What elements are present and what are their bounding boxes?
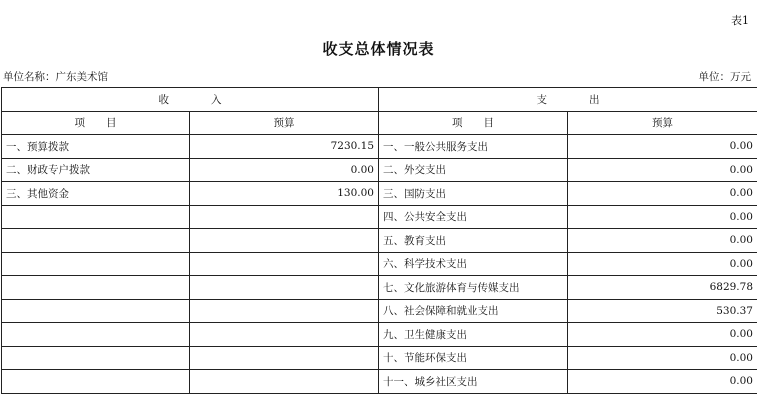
income-header: 收 入 [2,88,379,112]
income-item-cell [2,205,190,229]
income-item-cell [2,229,190,253]
expense-amount-cell: 0.00 [568,205,757,229]
expense-amount-cell: 6829.78 [568,276,757,300]
expense-item-cell: 七、文化旅游体育与传媒支出 [379,276,568,300]
header-row-sub [2,111,757,135]
expense-item-header: 项 目 [379,111,568,135]
page-number: 表1 [731,14,749,27]
page-title: 收支总体情况表 [322,40,435,58]
table-row [2,323,757,347]
table-row [2,370,757,394]
income-amount-cell: 7230.15 [190,135,379,159]
income-amount-cell [190,276,379,300]
income-item-cell [2,252,190,276]
table-row [2,346,757,370]
expense-amount-cell: 0.00 [568,370,757,394]
table-row [2,158,757,182]
income-amount-cell: 0.00 [190,158,379,182]
table-row [2,276,757,300]
income-item-cell [2,276,190,300]
expense-amount-cell: 0.00 [568,346,757,370]
table-row [2,205,757,229]
expense-header: 支 出 [379,88,757,112]
income-amount-cell: 130.00 [190,182,379,206]
income-amount-cell [190,346,379,370]
expense-amount-cell: 0.00 [568,252,757,276]
expense-item-cell: 十、节能环保支出 [379,346,568,370]
income-item-cell [2,299,190,323]
income-amount-cell [190,252,379,276]
expense-amount-cell: 0.00 [568,182,757,206]
expense-item-cell: 五、教育支出 [379,229,568,253]
income-budget-header: 预算 [190,111,379,135]
expense-amount-cell: 0.00 [568,135,757,159]
expense-item-cell: 六、科学技术支出 [379,252,568,276]
expense-item-cell: 九、卫生健康支出 [379,323,568,347]
income-amount-cell [190,323,379,347]
table-row [2,135,757,159]
table-row [2,252,757,276]
currency-unit: 单位：万元 [698,71,751,83]
income-amount-cell [190,370,379,394]
income-item-cell: 二、财政专户拨款 [2,158,190,182]
unit-name: 单位名称：广东美术馆 [3,71,108,83]
expense-amount-cell: 530.37 [568,299,757,323]
income-amount-cell [190,205,379,229]
income-item-cell: 三、其他资金 [2,182,190,206]
expense-item-cell: 十一、城乡社区支出 [379,370,568,394]
expense-amount-cell: 0.00 [568,229,757,253]
expense-item-cell: 八、社会保障和就业支出 [379,299,568,323]
expense-budget-header: 预算 [568,111,757,135]
expense-item-cell: 四、公共安全支出 [379,205,568,229]
expense-item-cell: 三、国防支出 [379,182,568,206]
expense-amount-cell: 0.00 [568,158,757,182]
income-amount-cell [190,229,379,253]
table-row [2,299,757,323]
income-item-header: 项 目 [2,111,190,135]
income-item-cell: 一、预算拨款 [2,135,190,159]
income-item-cell [2,323,190,347]
expense-item-cell: 二、外交支出 [379,158,568,182]
budget-table [1,87,757,394]
header-row-main [2,88,757,112]
expense-amount-cell: 0.00 [568,323,757,347]
income-amount-cell [190,299,379,323]
table-row [2,229,757,253]
income-item-cell [2,370,190,394]
expense-item-cell: 一、一般公共服务支出 [379,135,568,159]
income-item-cell [2,346,190,370]
table-row [2,182,757,206]
